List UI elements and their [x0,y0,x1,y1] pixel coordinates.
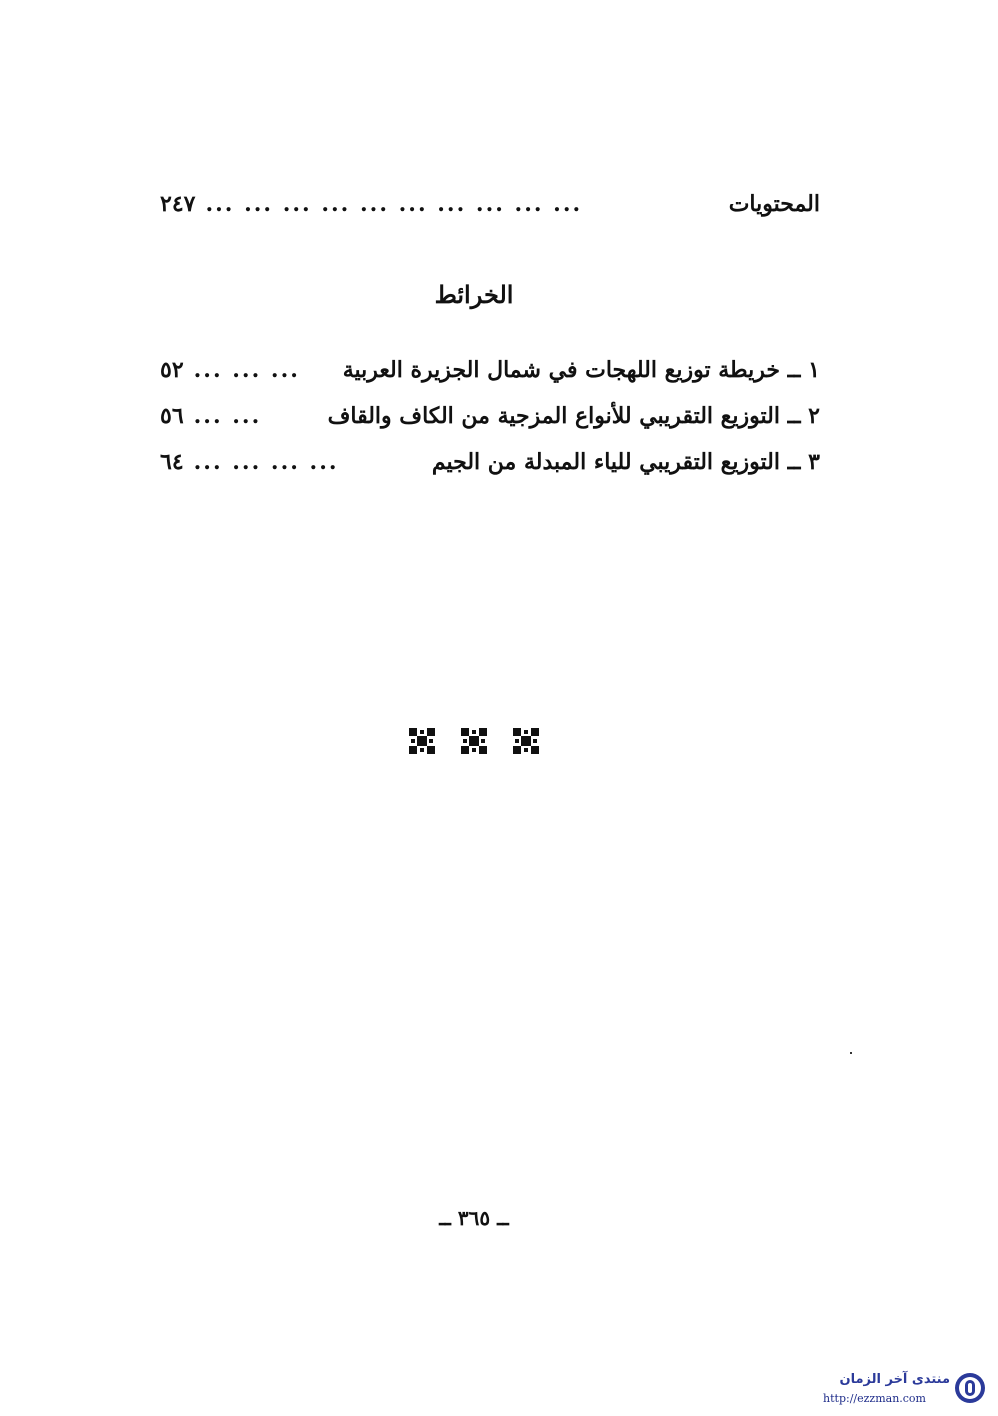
map-entry-page-number: ٦٤ [160,449,184,475]
section-divider-ornament [409,728,539,754]
map-entry-leader-dots: ... ... ... ... [193,449,339,475]
watermark-logo-icon [954,1372,986,1404]
map-entry-page-number: ٥٢ [160,357,184,383]
watermark-name: منتدى آخر الزمان [839,1372,950,1387]
map-entry [160,442,820,482]
maps-heading: الخرائط [434,280,514,309]
watermark-url: http://ezzman.com [823,1392,926,1405]
map-entry-label: ٣ ــ التوزيع التقريبي للياء المبدلة من الجيم [431,449,820,475]
map-entry-label: ٢ ــ التوزيع التقريبي للأنواع المزجية من الكاف والقاف [327,403,820,429]
contents-title: المحتويات [728,191,820,217]
forum-watermark [812,1368,992,1410]
map-entry-leader-dots: ... ... ... [193,357,300,383]
ornament-icon [409,728,435,754]
map-entry-page-number: ٥٦ [160,403,184,429]
ornament-icon [461,728,487,754]
contents-entry [160,184,820,224]
contents-leader-dots: ... ... ... ... ... ... ... ... ... ... [205,191,583,217]
map-entry [160,350,820,390]
ornament-icon [513,728,539,754]
map-entry [160,396,820,436]
scan-speck [850,1052,852,1054]
page-number: ــ ٣٦٥ ــ [439,1206,509,1230]
map-entry-label: ١ ــ خريطة توزيع اللهجات في شمال الجزيرة العربية [342,357,820,383]
map-entry-leader-dots: ... ... [193,403,262,429]
contents-page-number: ٢٤٧ [160,191,196,217]
